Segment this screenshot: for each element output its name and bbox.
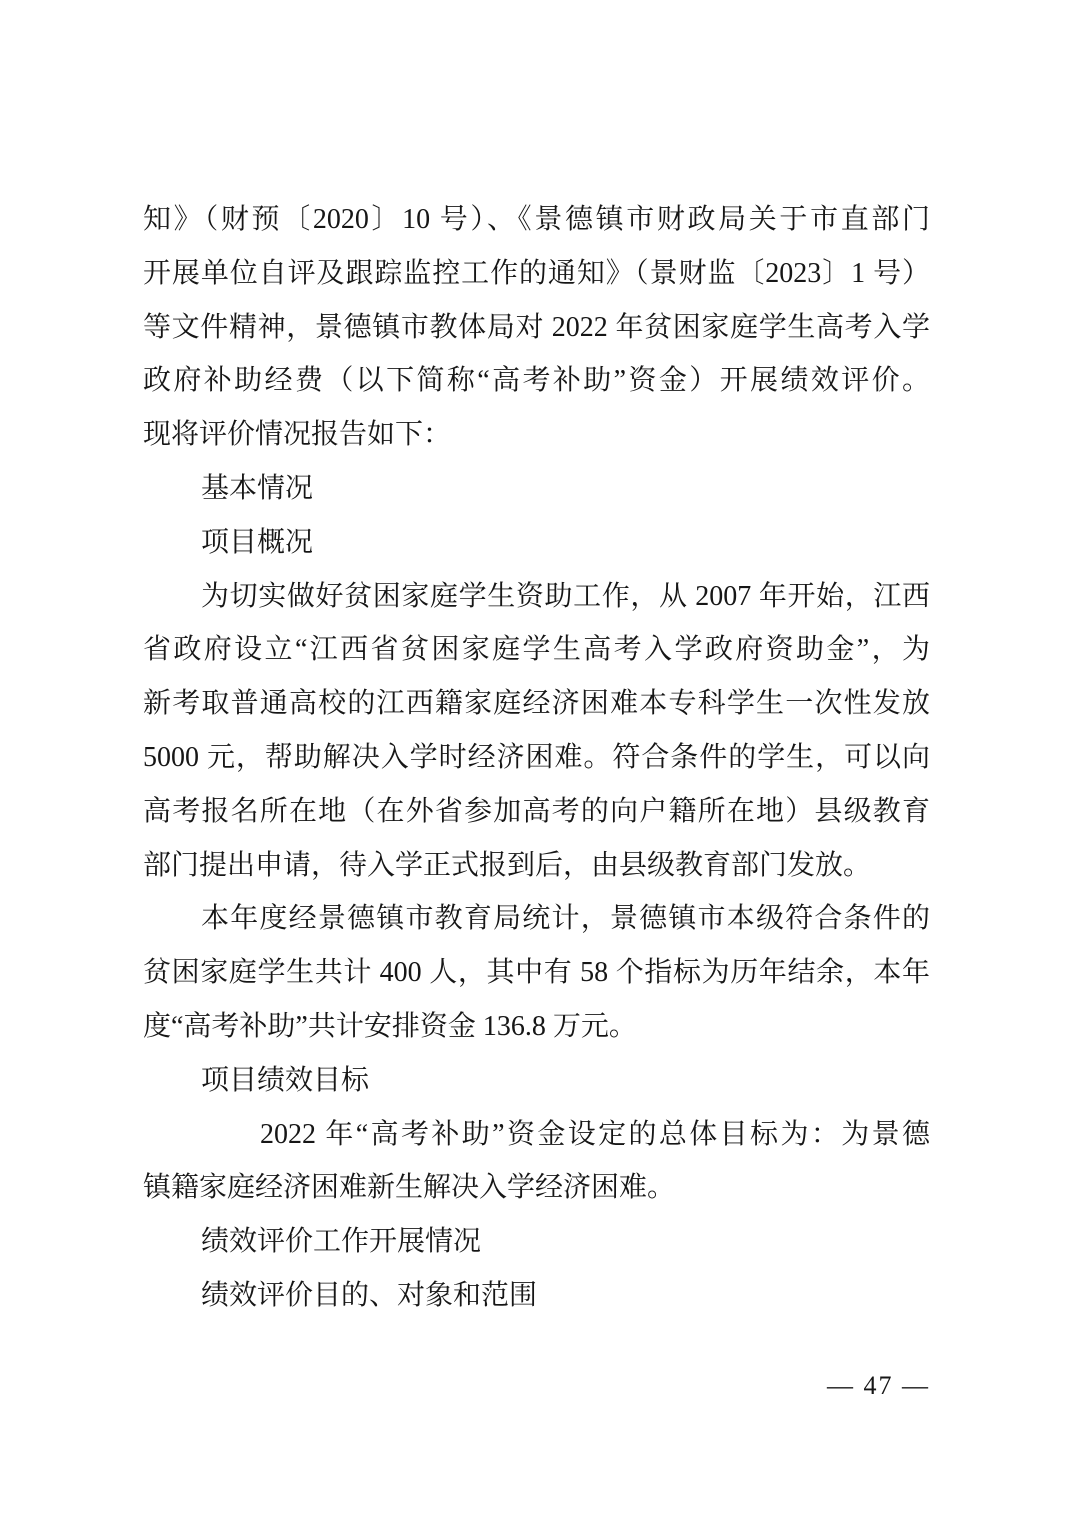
text-line: 5000 元，帮助解决入学时经济困难。符合条件的学生，可以向 [143,741,930,773]
text-line: 知》（财预〔2020〕10 号）、《景德镇市财政局关于市直部门 [143,204,930,235]
text-line: 贫困家庭学生共计 400 人，其中有 58 个指标为历年结余，本年 [143,957,930,989]
text-line: 本年度经景德镇市教育局统计，景德镇市本级符合条件的 [201,903,930,935]
text-line: 基本情况 [201,472,314,504]
page-number: — 47 — [827,1371,930,1400]
document-body [143,193,930,1323]
text-line: 新考取普通高校的江西籍家庭经济困难本专科学生一次性发放 [143,688,930,720]
text-line: 省政府设立“江西省贫困家庭学生高考入学政府资助金”，为 [143,634,930,666]
text-line: 项目绩效目标 [201,1064,370,1096]
text-line: 开展单位自评及跟踪监控工作的通知》（景财监〔2023〕1 号） [143,257,930,289]
text-line: 高考报名所在地（在外省参加高考的向户籍所在地）县级教育 [143,795,930,827]
text-line: 现将评价情况报告如下： [143,419,452,451]
text-line: 绩效评价目的、对象和范围 [201,1279,538,1311]
text-line: 2022 年“高考补助”资金设定的总体目标为：为景德 [260,1118,930,1150]
text-line: 部门提出申请，待入学正式报到后，由县级教育部门发放。 [143,849,872,881]
text-line: 绩效评价工作开展情况 [201,1226,482,1258]
text-line: 等文件精神，景德镇市教体局对 2022 年贫困家庭学生高考入学 [143,311,930,343]
text-line: 为切实做好贫困家庭学生资助工作，从 2007 年开始，江西 [201,580,930,612]
text-line: 项目概况 [201,526,314,558]
text-line: 度“高考补助”共计安排资金 136.8 万元。 [143,1010,637,1042]
text-line: 政府补助经费（以下简称“高考补助”资金）开展绩效评价。 [143,365,930,397]
text-line: 镇籍家庭经济困难新生解决入学经济困难。 [143,1172,676,1204]
